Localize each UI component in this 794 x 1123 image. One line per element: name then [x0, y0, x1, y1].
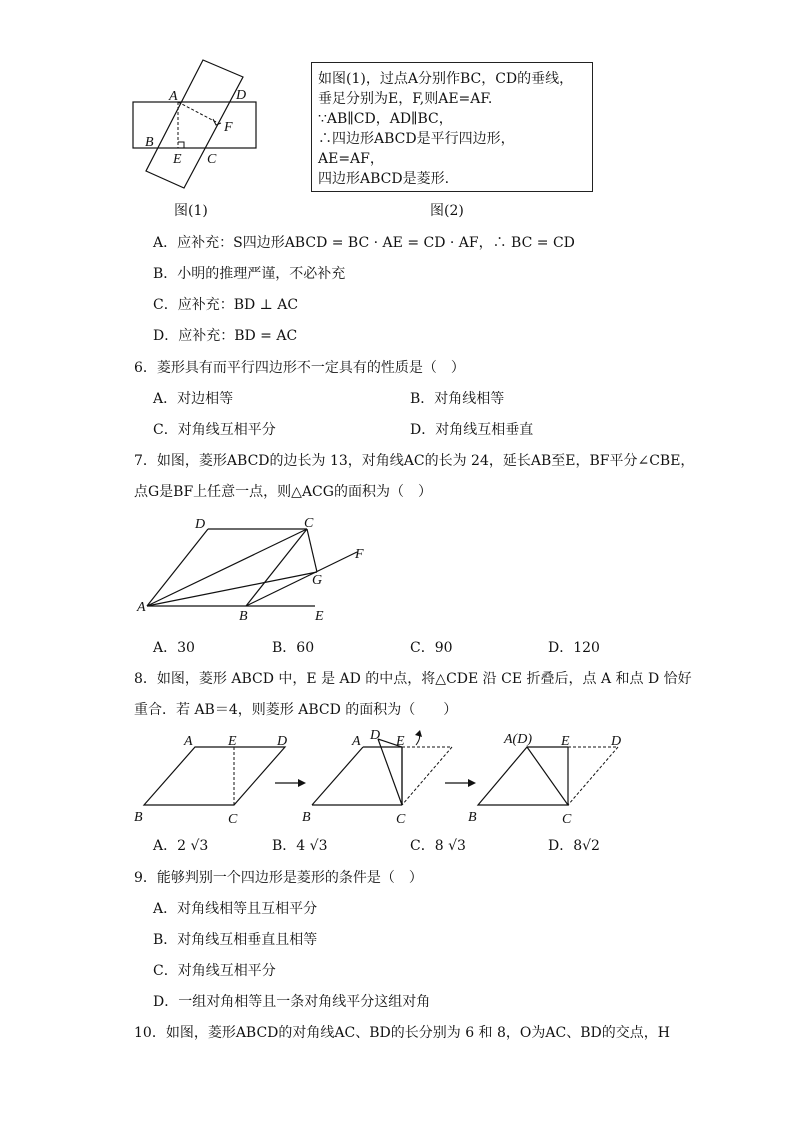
q7-label-F: F — [355, 547, 364, 562]
q6-option-a: A．对边相等 — [153, 391, 234, 407]
q8-p2-label-C: C — [396, 812, 406, 827]
q8-option-d: D．8√2 — [548, 838, 600, 854]
q8-p3-label-E: E — [561, 734, 570, 749]
q5-option-c: C．应补充：BD ⊥ AC — [153, 297, 299, 313]
q9-option-d: D．一组对角相等且一条对角线平分这组对角 — [153, 994, 431, 1010]
fig1-label-A: A — [169, 89, 178, 104]
q7-stem-line1: 7．如图，菱形ABCD的边长为 13，对角线AC的长为 24，延长AB至E，BF平分∠CBE， — [134, 453, 695, 469]
q8-option-a: A．2 √3 — [153, 838, 209, 854]
q5-option-a: A．应补充：S四边形ABCD = BC · AE = CD · AF，∴ BC = CD — [153, 235, 575, 251]
fig2-reasoning-box — [311, 62, 593, 192]
fig1-label-E: E — [173, 152, 182, 167]
fig1-label-F: F — [224, 120, 233, 135]
fig2-line: 如图(1)，过点A分别作BC，CD的垂线， — [318, 71, 574, 87]
q8-stem-line1: 8．如图，菱形 ABCD 中，E 是 AD 的中点，将△CDE 沿 CE 折叠后，点 A 和点 D 恰好 — [134, 671, 692, 687]
q9-option-a: A．对角线相等且互相平分 — [153, 901, 318, 917]
q7-option-d: D．120 — [548, 640, 600, 656]
fig1-label-C: C — [207, 152, 217, 167]
q7-label-C: C — [304, 516, 314, 531]
q9-option-b: B．对角线互相垂直且相等 — [153, 932, 318, 948]
fig1-caption: 图(1) — [174, 203, 208, 219]
q8-option-c: C．8 √3 — [410, 838, 466, 854]
fig1-label-B: B — [145, 135, 154, 150]
q7-option-a: A．30 — [153, 640, 195, 656]
q7-option-b: B．60 — [272, 640, 315, 656]
q7-stem-line2: 点G是BF上任意一点，则△ACG的面积为（ ） — [134, 484, 432, 500]
q7-label-A: A — [137, 600, 146, 615]
q8-p1-label-E: E — [228, 734, 237, 749]
q6-stem: 6．菱形具有而平行四边形不一定具有的性质是（ ） — [134, 360, 465, 376]
q10-stem: 10．如图，菱形ABCD的对角线AC、BD的长分别为 6 和 8，O为AC、BD的交点，H — [134, 1025, 670, 1041]
figure-1 — [125, 55, 265, 190]
q7-label-B: B — [239, 609, 248, 624]
q8-p2-label-E: E — [396, 734, 405, 749]
q8-p2-label-B: B — [302, 810, 311, 825]
q9-stem: 9．能够判别一个四边形是菱形的条件是（ ） — [134, 870, 423, 886]
q8-p1-label-C: C — [228, 812, 238, 827]
fig2-line: ∴四边形ABCD是平行四边形， — [318, 131, 515, 147]
q7-label-E: E — [315, 609, 324, 624]
fig2-line: AE=AF， — [318, 151, 384, 167]
q8-p3-label-AD: A(D) — [504, 732, 532, 747]
q5-option-b: B．小明的推理严谨，不必补充 — [153, 266, 346, 282]
figure-q8 — [130, 725, 630, 830]
q6-option-c: C．对角线互相平分 — [153, 422, 276, 438]
fig2-line: 垂足分别为E，F,则AE=AF. — [318, 91, 493, 107]
q6-option-b: B．对角线相等 — [410, 391, 505, 407]
q9-option-c: C．对角线互相平分 — [153, 963, 276, 979]
fig2-line: ∵AB∥CD，AD∥BC， — [318, 111, 453, 127]
fig2-caption: 图(2) — [430, 203, 464, 219]
q5-option-d: D．应补充：BD = AC — [153, 328, 298, 344]
q8-option-b: B．4 √3 — [272, 838, 328, 854]
figure-q7 — [135, 512, 375, 627]
q8-p2-label-A: A — [352, 734, 361, 749]
q8-p1-label-D: D — [277, 734, 288, 749]
q8-p3-label-C: C — [562, 812, 572, 827]
q8-p1-label-B: B — [134, 810, 143, 825]
q7-option-c: C．90 — [410, 640, 453, 656]
fig2-line: 四边形ABCD是菱形. — [318, 171, 450, 187]
q6-option-d: D．对角线互相垂直 — [410, 422, 534, 438]
q8-p2-label-D: D — [370, 728, 381, 743]
q7-label-G: G — [312, 573, 323, 588]
q8-p3-label-B: B — [468, 810, 477, 825]
q8-p3-label-D: D — [611, 734, 622, 749]
q8-p1-label-A: A — [184, 734, 193, 749]
q8-stem-line2: 重合．若 AB＝4，则菱形 ABCD 的面积为（ ） — [134, 702, 458, 718]
fig1-label-D: D — [236, 88, 247, 103]
q7-label-D: D — [195, 517, 206, 532]
